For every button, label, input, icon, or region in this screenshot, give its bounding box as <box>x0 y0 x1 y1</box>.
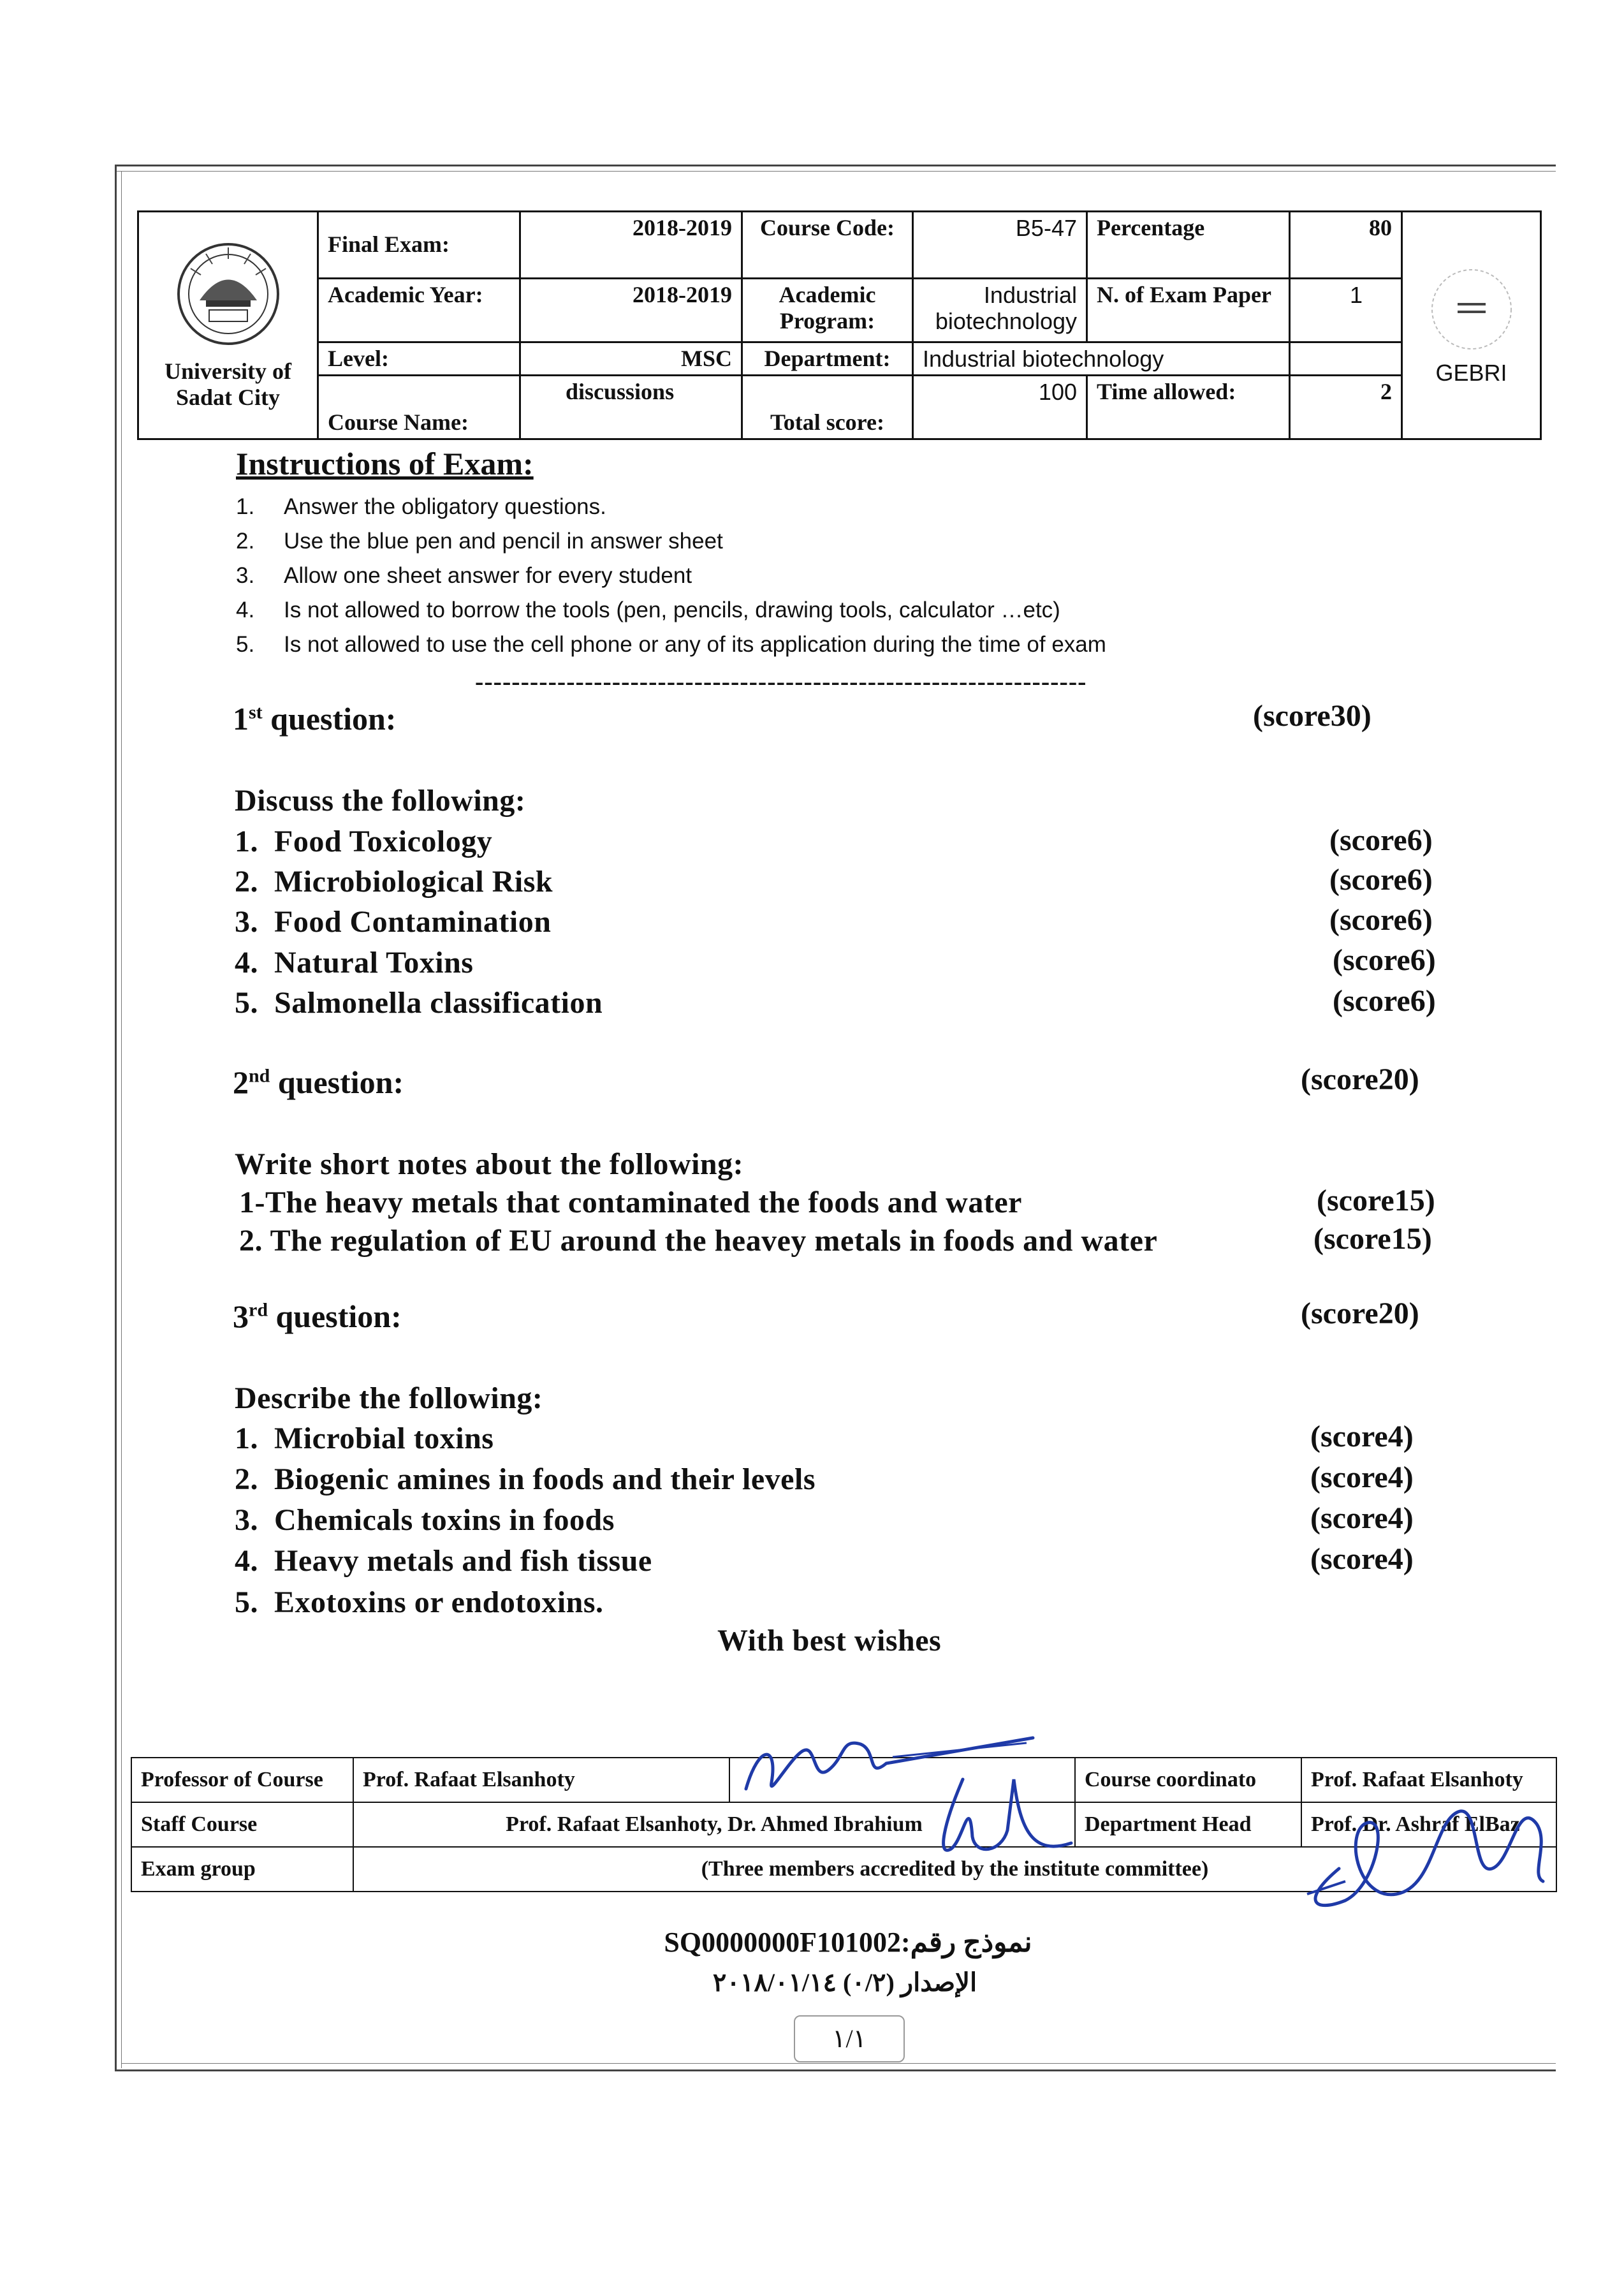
q3-item: 1. Microbial toxins <box>235 1422 494 1455</box>
q3-item: 5. Exotoxins or endotoxins. <box>235 1585 604 1619</box>
q1-score: (score30) <box>1253 699 1372 733</box>
department-label: Department: <box>742 342 913 376</box>
q2-item-score: (score15) <box>1317 1184 1435 1217</box>
exam-header-table <box>137 210 1542 440</box>
q3-item: 3. Chemicals toxins in foods <box>235 1503 615 1537</box>
q3-item-score: (score4) <box>1310 1420 1414 1453</box>
exam-group-label: Exam group <box>131 1847 353 1892</box>
q3-item-score: (score4) <box>1310 1460 1414 1494</box>
q1-item: 5. Salmonella classification <box>235 986 603 1020</box>
academic-year-label: Academic Year: <box>318 279 520 342</box>
level-value: MSC <box>520 342 742 376</box>
academic-program-value: Industrial biotechnology <box>913 279 1087 342</box>
separator-line: ------------------------------------------------------------------- <box>475 667 1087 696</box>
q3-item-score: (score4) <box>1310 1501 1414 1535</box>
dept-head-value: Prof. Dr. Ashraf ElBaz <box>1301 1802 1556 1847</box>
instructions-list <box>236 490 1106 662</box>
academic-year-value: 2018-2019 <box>520 279 742 342</box>
q1-item-score: (score6) <box>1333 943 1436 977</box>
closing-text: With best wishes <box>717 1624 942 1657</box>
dept-head-label: Department Head <box>1075 1802 1301 1847</box>
q2-item: 2. The regulation of EU around the heavey metals in foods and water <box>239 1224 1158 1258</box>
q3-item-score: (score4) <box>1310 1542 1414 1576</box>
total-score-label: Total score: <box>742 376 913 439</box>
q1-item: 4. Natural Toxins <box>235 946 474 980</box>
professor-value: Prof. Rafaat Elsanhoty <box>353 1758 729 1802</box>
institute-name: GEBRI <box>1435 359 1507 386</box>
time-allowed-value: 2 <box>1290 376 1402 439</box>
instruction-item: 3. Allow one sheet answer for every student <box>236 563 692 588</box>
university-logo-cell <box>138 212 318 439</box>
q1-item-score: (score6) <box>1329 863 1433 897</box>
q1-item: 2. Microbiological Risk <box>235 865 553 899</box>
page-number: ١/١ <box>794 2015 905 2062</box>
q1-heading: 1st question: <box>233 701 397 737</box>
page-frame-top-inner <box>115 171 1556 172</box>
department-head-signature <box>1288 1773 1556 1932</box>
total-score-value: 100 <box>913 376 1087 439</box>
university-logo-icon <box>174 240 282 348</box>
course-code-label: Course Code: <box>742 212 913 279</box>
course-code-value: B5-47 <box>913 212 1087 279</box>
percentage-value: 80 <box>1290 212 1402 279</box>
instruction-item: 1. Answer the obligatory questions. <box>236 494 606 519</box>
university-name: University of Sadat City <box>165 358 291 410</box>
page-frame-left-inner <box>121 171 122 2068</box>
page-frame-left <box>115 165 117 2071</box>
department-empty-cell <box>1290 342 1402 376</box>
staff-value: Prof. Rafaat Elsanhoty, Dr. Ahmed Ibrahium <box>353 1802 1075 1847</box>
instruction-item: 5. Is not allowed to use the cell phone or any of its application during the time of exam <box>236 632 1106 657</box>
percentage-label: Percentage <box>1087 212 1290 279</box>
professor-label: Professor of Course <box>131 1758 353 1802</box>
staff-signature <box>925 1767 1090 1862</box>
course-name-label: Course Name: <box>318 376 520 439</box>
staff-label: Staff Course <box>131 1802 353 1847</box>
level-label: Level: <box>318 342 520 376</box>
exam-group-value: (Three members accredited by the institute committee) <box>353 1847 1556 1892</box>
q3-item: 2. Biogenic amines in foods and their levels <box>235 1462 816 1496</box>
q3-item: 4. Heavy metals and fish tissue <box>235 1544 652 1578</box>
q1-item-score: (score6) <box>1329 823 1433 857</box>
q1-item: 1. Food Toxicology <box>235 825 493 858</box>
final-exam-value: 2018-2019 <box>520 212 742 279</box>
q2-prompt: Write short notes about the following: <box>235 1147 744 1181</box>
exam-paper-value: 1 <box>1290 279 1402 342</box>
q2-heading: 2nd question: <box>233 1064 404 1100</box>
q2-score: (score20) <box>1301 1062 1419 1096</box>
institute-cell <box>1402 212 1541 439</box>
q1-item-score: (score6) <box>1329 903 1433 937</box>
final-exam-label: Final Exam: <box>318 212 520 279</box>
exam-paper-label: N. of Exam Paper <box>1087 279 1290 342</box>
instruction-item: 2. Use the blue pen and pencil in answer sheet <box>236 529 723 554</box>
coordinator-value: Prof. Rafaat Elsanhoty <box>1301 1758 1556 1802</box>
q1-item-score: (score6) <box>1333 984 1436 1018</box>
academic-program-label: Academic Program: <box>742 279 913 342</box>
q3-prompt: Describe the following: <box>235 1381 543 1415</box>
q1-prompt: Discuss the following: <box>235 784 526 818</box>
q3-score: (score20) <box>1301 1297 1419 1330</box>
institute-seal-icon <box>1427 265 1516 354</box>
model-number: SQ0000000F101002:نموذج رقم <box>664 1927 1032 1958</box>
issue-date: الإصدار (٠/٢) ٢٠١٨/٠١/١٤ <box>712 1968 977 1997</box>
page-frame-top <box>115 165 1556 166</box>
q3-heading: 3rd question: <box>233 1298 402 1334</box>
course-name-value: discussions <box>520 376 742 439</box>
q2-item: 1-The heavy metals that contaminated the foods and water <box>239 1186 1022 1219</box>
q2-item-score: (score15) <box>1313 1222 1432 1256</box>
page-frame-bottom <box>115 2069 1556 2071</box>
instructions-title: Instructions of Exam: <box>236 446 534 481</box>
q1-item: 3. Food Contamination <box>235 905 552 939</box>
time-allowed-label: Time allowed: <box>1087 376 1290 439</box>
instruction-item: 4. Is not allowed to borrow the tools (pen, pencils, drawing tools, calculator …etc) <box>236 598 1060 622</box>
coordinator-label: Course coordinato <box>1075 1758 1301 1802</box>
department-value: Industrial biotechnology <box>913 342 1290 376</box>
page-frame-bottom-inner <box>121 2063 1556 2064</box>
